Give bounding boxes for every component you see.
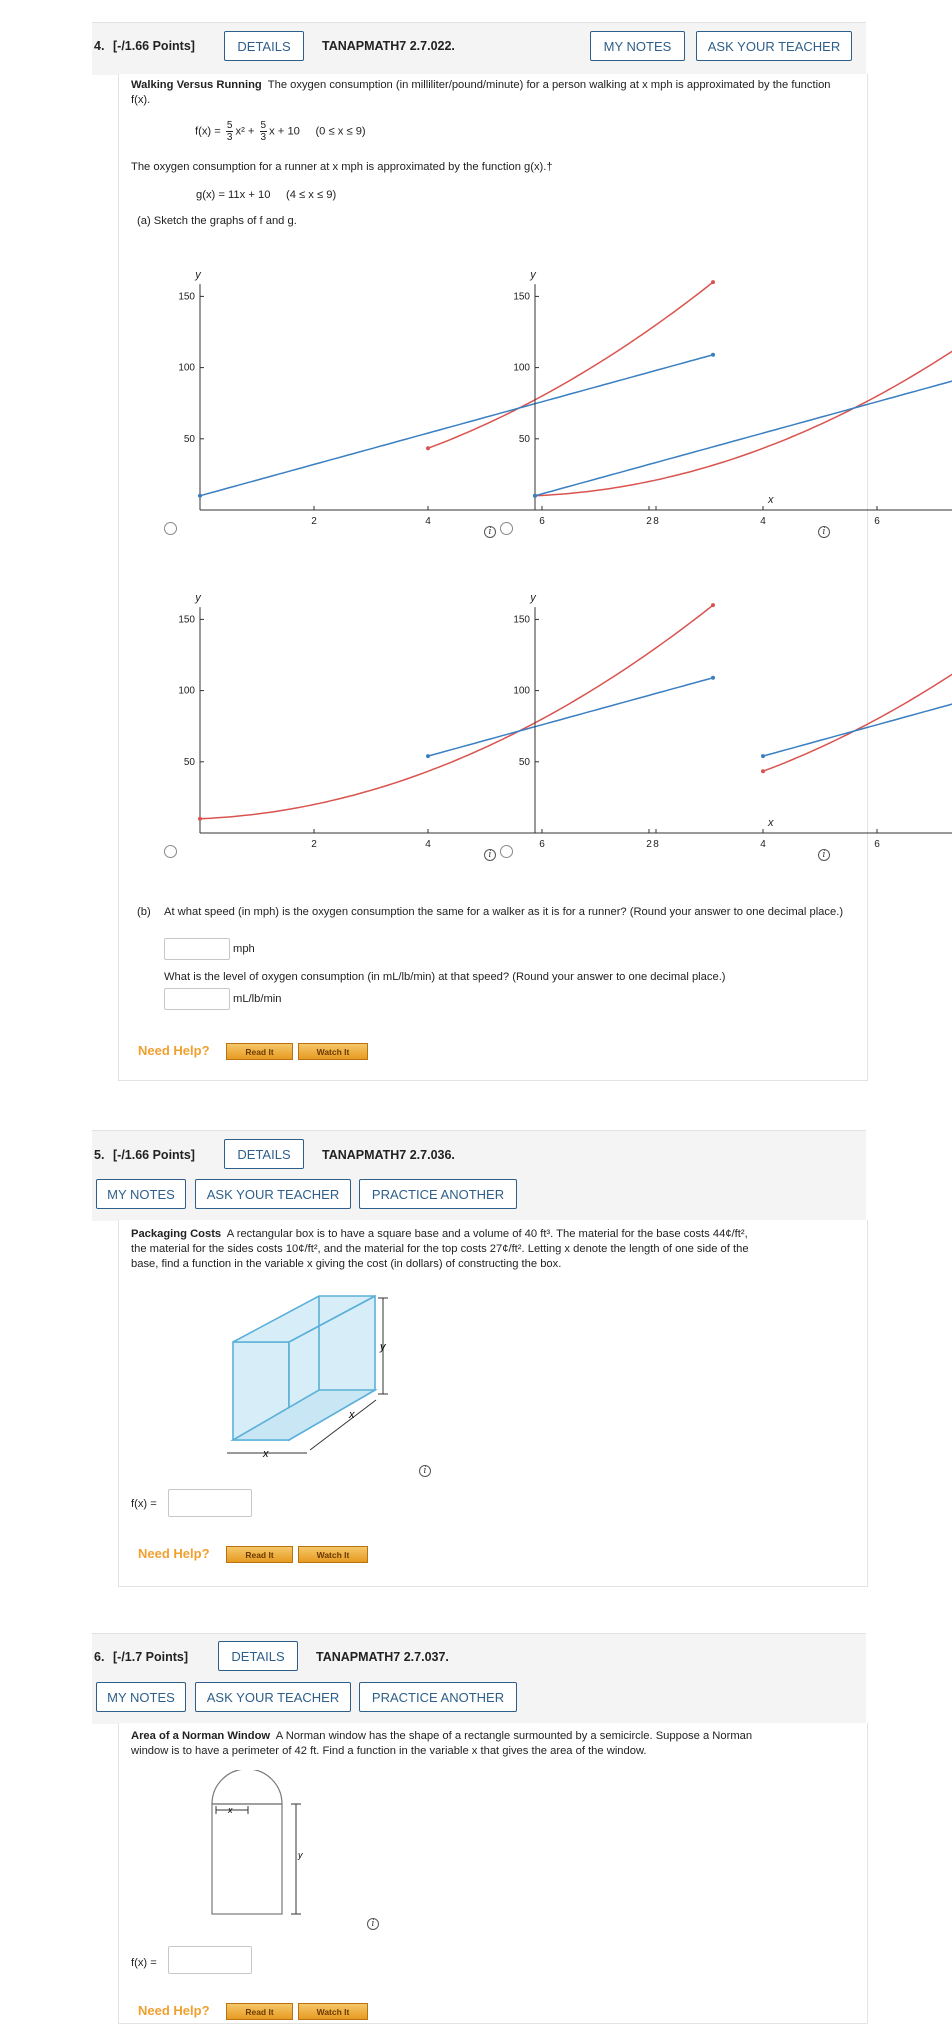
box-label-x-depth: x bbox=[349, 1409, 355, 1421]
q4-f-lhs: f(x) = bbox=[195, 125, 221, 138]
x-tick-label: 2 bbox=[646, 839, 652, 850]
q4-points: [-/1.66 Points] bbox=[113, 39, 195, 53]
q5-read-it-button[interactable]: Read It bbox=[226, 1546, 293, 1563]
q4-speed-input[interactable] bbox=[164, 938, 230, 960]
y-tick-label: 100 bbox=[178, 362, 195, 374]
q4-ask-teacher-button[interactable]: ASK YOUR TEACHER bbox=[696, 31, 852, 61]
q5-f-input[interactable] bbox=[168, 1489, 252, 1517]
q4-watch-it-button[interactable]: Watch It bbox=[298, 1043, 368, 1060]
q5-text-line3: base, find a function in the variable x giving the cost (in dollars) of constructing the box. bbox=[131, 1258, 562, 1270]
x-tick-label: 4 bbox=[760, 516, 766, 527]
series-f-endpoint bbox=[711, 280, 715, 284]
q5-box-diagram bbox=[210, 1290, 410, 1470]
q4-intro: The oxygen consumption (in milliliter/pound/minute) for a person walking at x mph is approximated by the function f(x). bbox=[131, 79, 831, 106]
series-g-endpoint bbox=[533, 494, 537, 498]
q4-unit-level: mL/lb/min bbox=[233, 993, 282, 1005]
q4-level-input[interactable] bbox=[164, 988, 230, 1010]
q6-my-notes-button[interactable]: MY NOTES bbox=[96, 1682, 186, 1712]
y-tick-label: 50 bbox=[518, 433, 530, 445]
series-g-curve bbox=[763, 678, 952, 756]
q6-title: Area of a Norman Window bbox=[131, 1730, 271, 1742]
x-tick-label: 2 bbox=[646, 516, 652, 527]
x-axis-label: x bbox=[768, 817, 774, 829]
q6-ask-teacher-button[interactable]: ASK YOUR TEACHER bbox=[195, 1682, 351, 1712]
y-tick-label: 50 bbox=[183, 433, 195, 445]
q4-f-frac1: $\frac{5}{3}$ bbox=[226, 120, 233, 143]
q6-f-label: f(x) = bbox=[131, 1957, 157, 1969]
q4-my-notes-button[interactable]: MY NOTES bbox=[590, 31, 685, 61]
y-tick-label: 50 bbox=[183, 756, 195, 768]
x-tick-label: 4 bbox=[425, 516, 431, 527]
q4-details-button[interactable]: DETAILS bbox=[224, 31, 304, 61]
series-f-endpoint bbox=[711, 603, 715, 607]
y-axis-label: y bbox=[530, 269, 536, 282]
x-tick-label: 4 bbox=[760, 839, 766, 850]
q4-option-2-radio[interactable] bbox=[500, 522, 513, 535]
q4-part-a: (a) Sketch the graphs of f and g. bbox=[137, 215, 297, 227]
q4-g-domain: (4 ≤ x ≤ 9) bbox=[285, 189, 337, 201]
q5-code: TANAPMATH7 2.7.036. bbox=[322, 1148, 455, 1162]
y-tick-label: 150 bbox=[513, 291, 530, 303]
x-tick-label: 8 bbox=[653, 516, 659, 527]
info-icon[interactable]: i bbox=[484, 526, 496, 538]
q5-need-help: Need Help? bbox=[138, 1546, 210, 1561]
box-label-x: x bbox=[263, 1448, 269, 1460]
x-tick-label: 2 bbox=[311, 839, 317, 850]
x-tick-label: 6 bbox=[539, 839, 545, 850]
q6-code: TANAPMATH7 2.7.037. bbox=[316, 1650, 449, 1664]
q6-text-line1: A Norman window has the shape of a rectangle surmounted by a semicircle. Suppose a Norman bbox=[275, 1730, 753, 1742]
q5-my-notes-button[interactable]: MY NOTES bbox=[96, 1179, 186, 1209]
q6-problem-text bbox=[131, 1729, 861, 1759]
q4-option-4-radio[interactable] bbox=[500, 845, 513, 858]
x-tick-label: 6 bbox=[874, 516, 880, 527]
series-g-endpoint bbox=[761, 754, 765, 758]
q6-read-it-button[interactable]: Read It bbox=[226, 2003, 293, 2020]
series-f-curve bbox=[763, 605, 952, 771]
q5-practice-another-button[interactable]: PRACTICE ANOTHER bbox=[359, 1179, 517, 1209]
y-axis-label: y bbox=[195, 592, 201, 605]
series-f-curve bbox=[200, 605, 713, 819]
series-f-curve bbox=[535, 282, 952, 496]
q4-part-b-text: At what speed (in mph) is the oxygen consumption the same for a walker as it is for a runner? (Round your answer to one decimal place.) bbox=[164, 906, 844, 918]
q4-g-formula-text: g(x) = 11x + 10 bbox=[196, 189, 271, 201]
window-label-y: y bbox=[298, 1850, 303, 1860]
q6-practice-another-button[interactable]: PRACTICE ANOTHER bbox=[359, 1682, 517, 1712]
x-axis-label: x bbox=[768, 494, 774, 506]
q4-unit-mph: mph bbox=[233, 943, 255, 955]
q5-points: [-/1.66 Points] bbox=[113, 1148, 195, 1162]
q4-runner-text: The oxygen consumption for a runner at x mph is approximated by the function g(x).† bbox=[131, 161, 553, 173]
y-axis-label: y bbox=[195, 269, 201, 282]
series-f-endpoint bbox=[426, 446, 430, 450]
q4-graph-options bbox=[0, 0, 952, 900]
q4-f-mid: x² + bbox=[235, 125, 255, 138]
info-icon[interactable]: i bbox=[367, 1918, 379, 1930]
series-g-curve bbox=[535, 355, 952, 496]
series-g-endpoint bbox=[711, 676, 715, 680]
window-figure bbox=[212, 1770, 282, 1914]
q6-text-line2: window is to have a perimeter of 42 ft. Find a function in the variable x that gives the area of the window. bbox=[131, 1745, 647, 1757]
q4-number: 4. bbox=[94, 39, 105, 53]
x-tick-label: 4 bbox=[425, 839, 431, 850]
q4-option-3-radio[interactable] bbox=[164, 845, 177, 858]
q5-title: Packaging Costs bbox=[131, 1228, 222, 1240]
q6-points: [-/1.7 Points] bbox=[113, 1650, 189, 1664]
x-tick-label: 6 bbox=[539, 516, 545, 527]
q6-need-help: Need Help? bbox=[138, 2003, 210, 2018]
y-tick-label: 100 bbox=[513, 362, 530, 374]
q6-number: 6. bbox=[94, 1650, 105, 1664]
q4-read-it-button[interactable]: Read It bbox=[226, 1043, 293, 1060]
q5-number: 5. bbox=[94, 1148, 105, 1162]
q4-need-help: Need Help? bbox=[138, 1043, 210, 1058]
q5-text-line1: A rectangular box is to have a square base and a volume of 40 ft³. The material for the base costs 44¢/ft², bbox=[226, 1228, 748, 1240]
y-tick-label: 150 bbox=[513, 614, 530, 626]
q5-problem-text bbox=[131, 1227, 861, 1272]
series-g-curve bbox=[200, 355, 713, 496]
series-f-endpoint bbox=[198, 817, 202, 821]
q4-code: TANAPMATH7 2.7.022. bbox=[322, 39, 455, 53]
y-tick-label: 50 bbox=[518, 756, 530, 768]
box-label-y: y bbox=[380, 1341, 386, 1353]
series-g-endpoint bbox=[198, 494, 202, 498]
q6-window-diagram bbox=[200, 1770, 320, 1920]
q5-ask-teacher-button[interactable]: ASK YOUR TEACHER bbox=[195, 1179, 351, 1209]
q5-watch-it-button[interactable]: Watch It bbox=[298, 1546, 368, 1563]
q4-f-frac2: $\frac{5}{3}$ bbox=[260, 120, 267, 143]
q4-part-b-label: (b) bbox=[137, 906, 151, 918]
y-tick-label: 150 bbox=[178, 614, 195, 626]
q6-f-input[interactable] bbox=[168, 1946, 252, 1974]
window-label-x: x bbox=[228, 1805, 233, 1815]
q5-details-button[interactable]: DETAILS bbox=[224, 1139, 304, 1169]
q4-level-question: What is the level of oxygen consumption (in mL/lb/min) at that speed? (Round your answer to one decimal place.) bbox=[164, 971, 726, 983]
x-tick-label: 6 bbox=[874, 839, 880, 850]
y-axis-label: y bbox=[530, 592, 536, 605]
q4-f-domain: (0 ≤ x ≤ 9) bbox=[315, 125, 366, 138]
y-tick-label: 150 bbox=[178, 291, 195, 303]
x-tick-label: 8 bbox=[653, 839, 659, 850]
info-icon[interactable]: i bbox=[818, 849, 830, 861]
y-tick-label: 100 bbox=[178, 685, 195, 697]
q4-title: Walking Versus Running bbox=[131, 79, 262, 91]
q6-details-button[interactable]: DETAILS bbox=[218, 1641, 298, 1671]
q5-f-label: f(x) = bbox=[131, 1498, 157, 1510]
y-tick-label: 100 bbox=[513, 685, 530, 697]
info-icon[interactable]: i bbox=[818, 526, 830, 538]
q6-watch-it-button[interactable]: Watch It bbox=[298, 2003, 368, 2020]
series-f-curve bbox=[428, 282, 713, 448]
q4-f-rhs: x + 10 bbox=[269, 125, 300, 138]
series-g-endpoint bbox=[426, 754, 430, 758]
series-g-endpoint bbox=[711, 353, 715, 357]
info-icon[interactable]: i bbox=[484, 849, 496, 861]
q4-option-1-radio[interactable] bbox=[164, 522, 177, 535]
series-g-curve bbox=[428, 678, 713, 756]
series-f-endpoint bbox=[761, 769, 765, 773]
x-tick-label: 2 bbox=[311, 516, 317, 527]
q5-text-line2: the material for the sides costs 10¢/ft², and the material for the top costs 27¢/ft². Letting x denote the length of one side of the bbox=[131, 1243, 749, 1255]
info-icon[interactable]: i bbox=[419, 1465, 431, 1477]
